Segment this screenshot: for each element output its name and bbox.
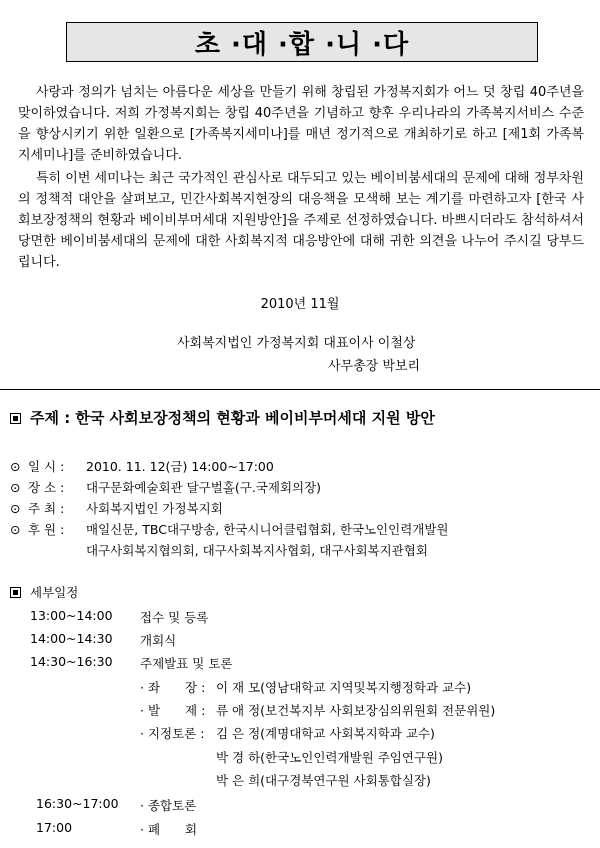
schedule-title-text: 세부일정 (30, 585, 79, 600)
circle-dot-icon: ⊙ (10, 480, 21, 495)
circle-dot-icon: ⊙ (10, 459, 21, 474)
host-label: 주 최 : (28, 501, 65, 516)
sponsors-line-1: 매일신문, TBC대구방송, 한국시니어클럽협회, 한국노인인력개발원 (86, 522, 449, 537)
info-host (10, 499, 223, 517)
role-discussant-label: · 지정토론 : (140, 726, 205, 741)
role-discussant-person: 김 은 정(계명대학교 사회복지학과 교수) (216, 726, 435, 741)
schedule-time: 14:00~14:30 (30, 631, 113, 646)
info-venue (10, 478, 321, 496)
section-divider (0, 389, 600, 390)
signature-secretary: 사무총장 박보리 (328, 359, 421, 374)
info-sponsors (10, 520, 449, 538)
letter-paragraph-2 (18, 168, 584, 273)
square-bullet-icon (10, 413, 21, 424)
schedule-time: 14:30~16:30 (30, 654, 113, 669)
schedule-event: · 폐 회 (140, 822, 198, 837)
square-bullet-icon (10, 587, 21, 598)
schedule-event: · 종합토론 (140, 798, 197, 813)
venue-value: 대구문화예술회관 달구벌홀(구.국제회의장) (86, 480, 322, 495)
schedule-event: 주제발표 및 토론 (140, 656, 233, 671)
datetime-label: 일 시 : (28, 459, 65, 474)
seminar-theme (10, 407, 435, 428)
schedule-time: 17:00 (36, 820, 73, 835)
theme-text: 주제 : 한국 사회보장정책의 현황과 베이비부머세대 지원 방안 (30, 409, 435, 427)
paragraph-text-1: 사랑과 정의가 넘치는 아름다운 세상을 만들기 위해 창립된 가정복지회가 어느 덧 창립 40주년을 맞이하였습니다. 저희 가정복지회는 창립 40주년을 기념하고 향후 우리나라의 가족복지서비스 수준을 향상시키기 위한 일환으로 [가족복지세미나]를 매년 정기적으로 개최하기로 하고 [제1회 가족복지세미나]를 준비하였습니다. (18, 85, 584, 163)
panelist: 박 경 하(한국노인인력개발원 주임연구원) (216, 750, 443, 765)
paragraph-text-2: 특히 이번 세미나는 최근 국가적인 관심사로 대두되고 있는 베이비붐세대의 문제에 대해 정부차원의 정책적 대안을 살펴보고, 민간사회복지현장의 대응책을 모색해 보는 계기를 마련하고자 [한국 사회보장정책의 현황과 베이비부머세대 지원방안]을 주제로 선정하였습니다. 바쁘시더라도 참석하셔서 당면한 베이비붐세대의 문제에 대한 사회복지적 대응방안에 대해 귀한 의견을 나누어 주시길 당부드립니다. (18, 171, 584, 270)
schedule-event: 개회식 (140, 633, 177, 648)
schedule-event: 접수 및 등록 (140, 610, 209, 625)
panelist: 박 은 희(대구경북연구원 사회통합실장) (216, 773, 431, 788)
circle-dot-icon: ⊙ (10, 522, 21, 537)
invitation-title: 초 ·대 ·합 ·니 ·다 (66, 22, 538, 62)
venue-label: 장 소 : (28, 480, 65, 495)
schedule-time: 16:30~17:00 (36, 796, 119, 811)
role-chair-label: · 좌 장 : (140, 680, 206, 695)
datetime-value: 2010. 11. 12(금) 14:00~17:00 (86, 459, 274, 474)
signature-org: 사회복지법인 가정복지회 대표이사 이철상 (177, 336, 416, 351)
sponsor-label: 후 원 : (28, 522, 65, 537)
host-value: 사회복지법인 가정복지회 (86, 501, 223, 516)
schedule-time: 13:00~14:00 (30, 608, 113, 623)
info-datetime (10, 457, 274, 475)
letter-date: 2010년 11월 (260, 297, 340, 312)
sponsors-line-2: 대구사회복지협의회, 대구사회복지사협회, 대구사회복지관협회 (86, 543, 428, 558)
schedule-title (10, 583, 78, 601)
role-presenter-person: 류 애 정(보건복지부 사회보장심의위원회 전문위원) (216, 703, 496, 718)
circle-dot-icon: ⊙ (10, 501, 21, 516)
role-chair-person: 이 재 모(영남대학교 지역및복지행정학과 교수) (216, 680, 472, 695)
role-presenter-label: · 발 제 : (140, 703, 206, 718)
letter-paragraph-1 (18, 82, 584, 166)
